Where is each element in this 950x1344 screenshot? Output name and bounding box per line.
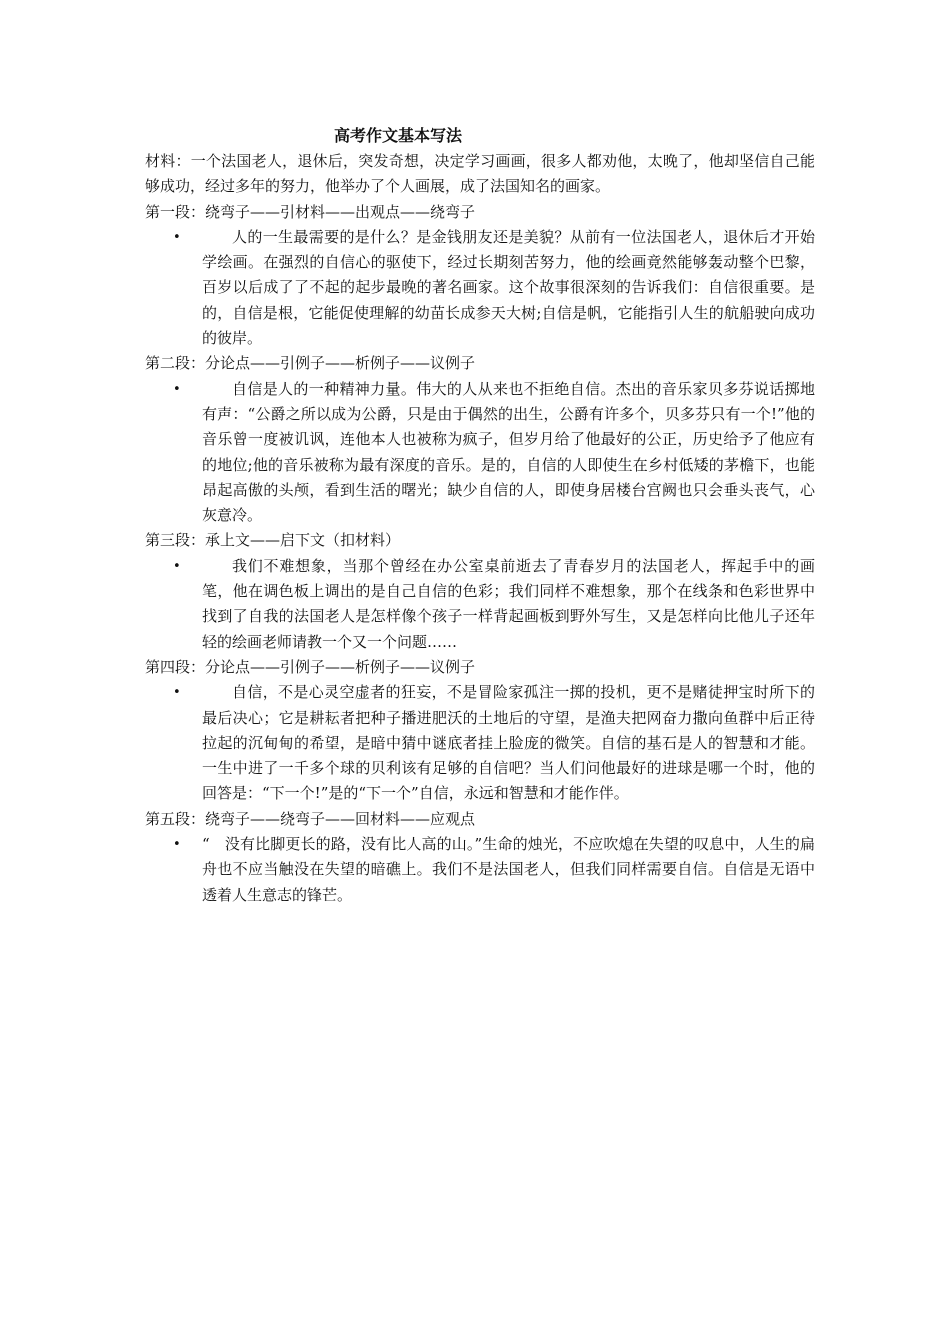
section-3-heading: 第三段：承上文——启下文（扣材料） (145, 531, 401, 550)
bullet-icon: • (173, 558, 181, 574)
section-1-text: 人的一生最需要的是什么？是金钱朋友还是美貌？从前有一位法国老人，退休后才开始学绘画。在强烈的自信心的驱使下，经过长期刻苦努力，他的绘画竟然能够轰动整个巴黎，百岁以后成了了不起的起步最晚的著名画家。这个故事很深刻的告诉我们：自信很重要。是的，自信是根，它能促使理解的幼苗长成参天大树;自信是帆，它能指引人生的航船驶向成功的彼岸。 (202, 227, 815, 348)
document-title: 高考作文基本写法 (334, 126, 463, 145)
section-5-text: “ 没有比脚更长的路，没有比人高的山。”生命的烛光，不应吹熄在失望的叹息中，人生的扁舟也不应当触没在失望的暗礁上。我们不是法国老人，但我们同样需要自信。自信是无语中透着人生意志的锋芒。 (202, 835, 815, 904)
document-content (145, 149, 815, 908)
section-1-bullet-item (145, 225, 815, 351)
section-3-bullet-item (145, 554, 815, 655)
bullet-icon: • (173, 229, 181, 245)
section-1-heading: 第一段：绕弯子——引材料——出观点——绕弯子 (145, 202, 476, 221)
section-2-heading: 第二段：分论点——引例子——析例子——议例子 (145, 354, 476, 373)
bullet-icon: • (173, 381, 181, 397)
section-4-heading: 第四段：分论点——引例子——析例子——议例子 (145, 657, 476, 676)
section-2-bullet-item (145, 377, 815, 529)
section-4-text: 自信，不是心灵空虚者的狂妄，不是冒险家孤注一掷的投机，更不是赌徒押宝时所下的最后决心；它是耕耘者把种子播进肥沃的土地后的守望，是渔夫把网奋力撒向鱼群中后正待拉起的沉甸甸的希望，是暗中猜中谜底者挂上脸庞的微笑。自信的基石是人的智慧和才能。一生中进了一千多个球的贝利该有足够的自信吧？当人们问他最好的进球是哪一个时，他的回答是：“下一个!”是的“下一个”自信，永远和智慧和才能作伴。 (202, 683, 815, 803)
material-paragraph: 材料：一个法国老人，退休后，突发奇想，决定学习画画，很多人都劝他，太晚了，他却坚信自己能够成功，经过多年的努力，他举办了个人画展，成了法国知名的画家。 (145, 152, 815, 196)
section-5-bullet-item (145, 832, 815, 908)
section-5-heading: 第五段：绕弯子——绕弯子——回材料——应观点 (145, 809, 476, 828)
section-3-text: 我们不难想象，当那个曾经在办公室桌前逝去了青春岁月的法国老人，挥起手中的画笔，他在调色板上调出的是自己自信的色彩；我们同样不难想象，那个在线条和色彩世界中找到了自我的法国老人是怎样像个孩子一样背起画板到野外写生，又是怎样向比他儿子还年轻的绘画老师请教一个又一个问题…… (202, 556, 815, 651)
section-2-text: 自信是人的一种精神力量。伟大的人从来也不拒绝自信。杰出的音乐家贝多芬说话掷地有声：“公爵之所以成为公爵，只是由于偶然的出生，公爵有许多个，贝多芬只有一个!”他的音乐曾一度被讥讽，连他本人也被称为疯子，但岁月给了他最好的公正，历史给予了他应有的地位;他的音乐被称为最有深度的音乐。是的，自信的人即使生在乡村低矮的茅檐下，也能昂起高傲的头颅，看到生活的曙光；缺少自信的人，即使身居楼台宫阙也只会垂头丧气，心灰意冷。 (202, 379, 815, 525)
bullet-icon: • (173, 837, 181, 853)
section-4-bullet-item (145, 680, 815, 806)
bullet-icon: • (173, 685, 181, 701)
